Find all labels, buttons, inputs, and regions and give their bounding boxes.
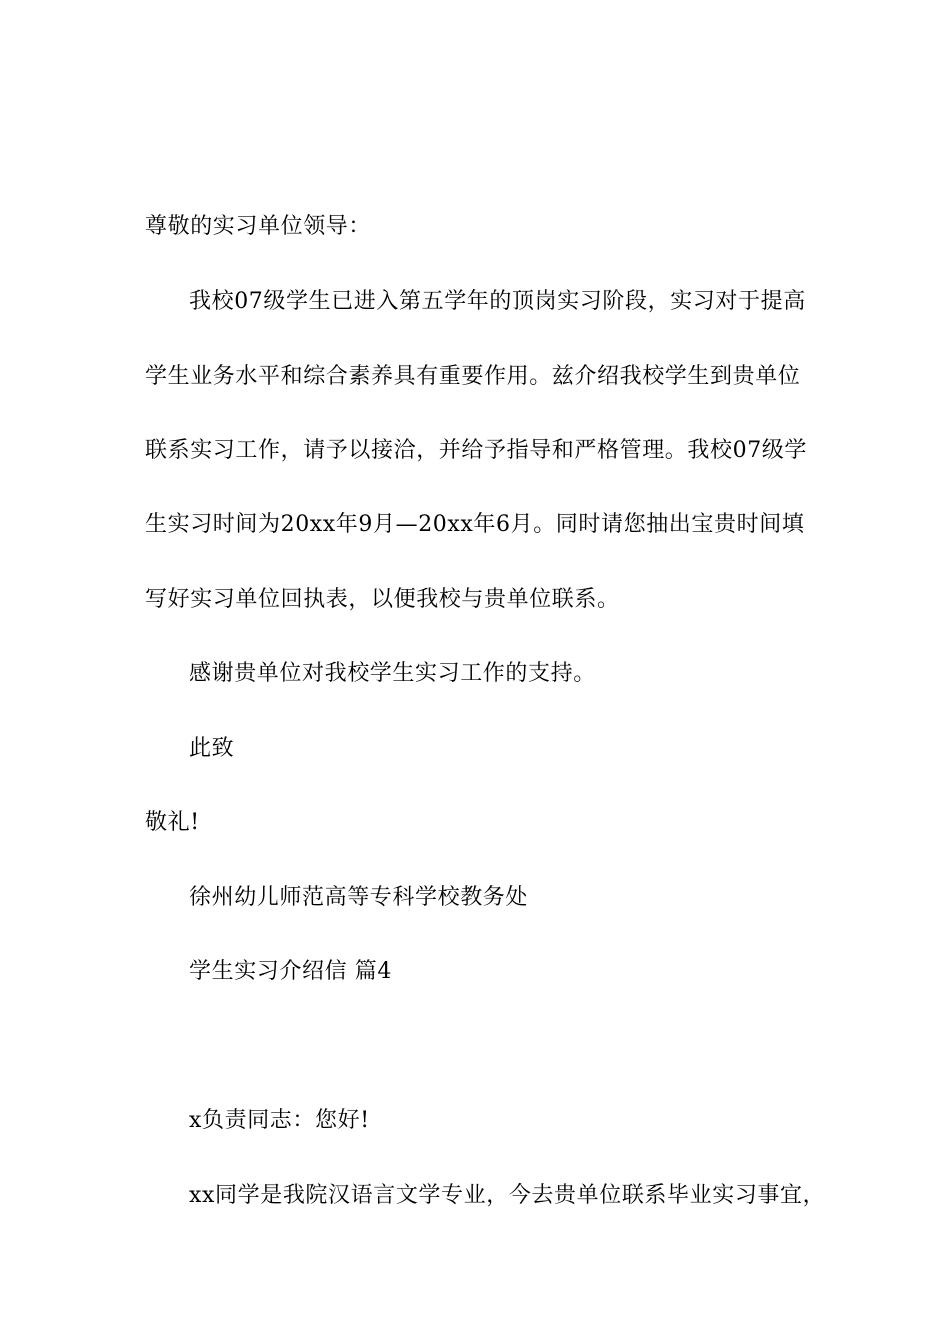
greeting-line: x负责同志：您好! [189,1108,370,1133]
paragraph-line: 生实习时间为20xx年9月—20xx年6月。同时请您抽出宝贵时间填 [145,512,805,537]
paragraph-line: 写好实习单位回执表，以便我校与贵单位联系。 [145,587,620,612]
paragraph-line: 联系实习工作，请予以接洽，并给予指导和严格管理。我校07级学 [145,438,807,463]
paragraph-line: xx同学是我院汉语言文学专业，今去贵单位联系毕业实习事宜， [189,1183,826,1208]
signature: 徐州幼儿师范高等专科学校教务处 [189,885,529,910]
salutation: 尊敬的实习单位领导： [145,214,372,239]
closing-line: 敬礼! [145,810,200,835]
thanks-line: 感谢贵单位对我校学生实习工作的支持。 [189,661,596,686]
paragraph-line: 学生业务水平和综合素养具有重要作用。兹介绍我校学生到贵单位 [145,364,801,389]
section-title: 学生实习介绍信 篇4 [189,959,392,984]
paragraph-line: 我校07级学生已进入第五学年的顶岗实习阶段，实习对于提高 [189,289,806,314]
closing-line: 此致 [189,736,235,761]
